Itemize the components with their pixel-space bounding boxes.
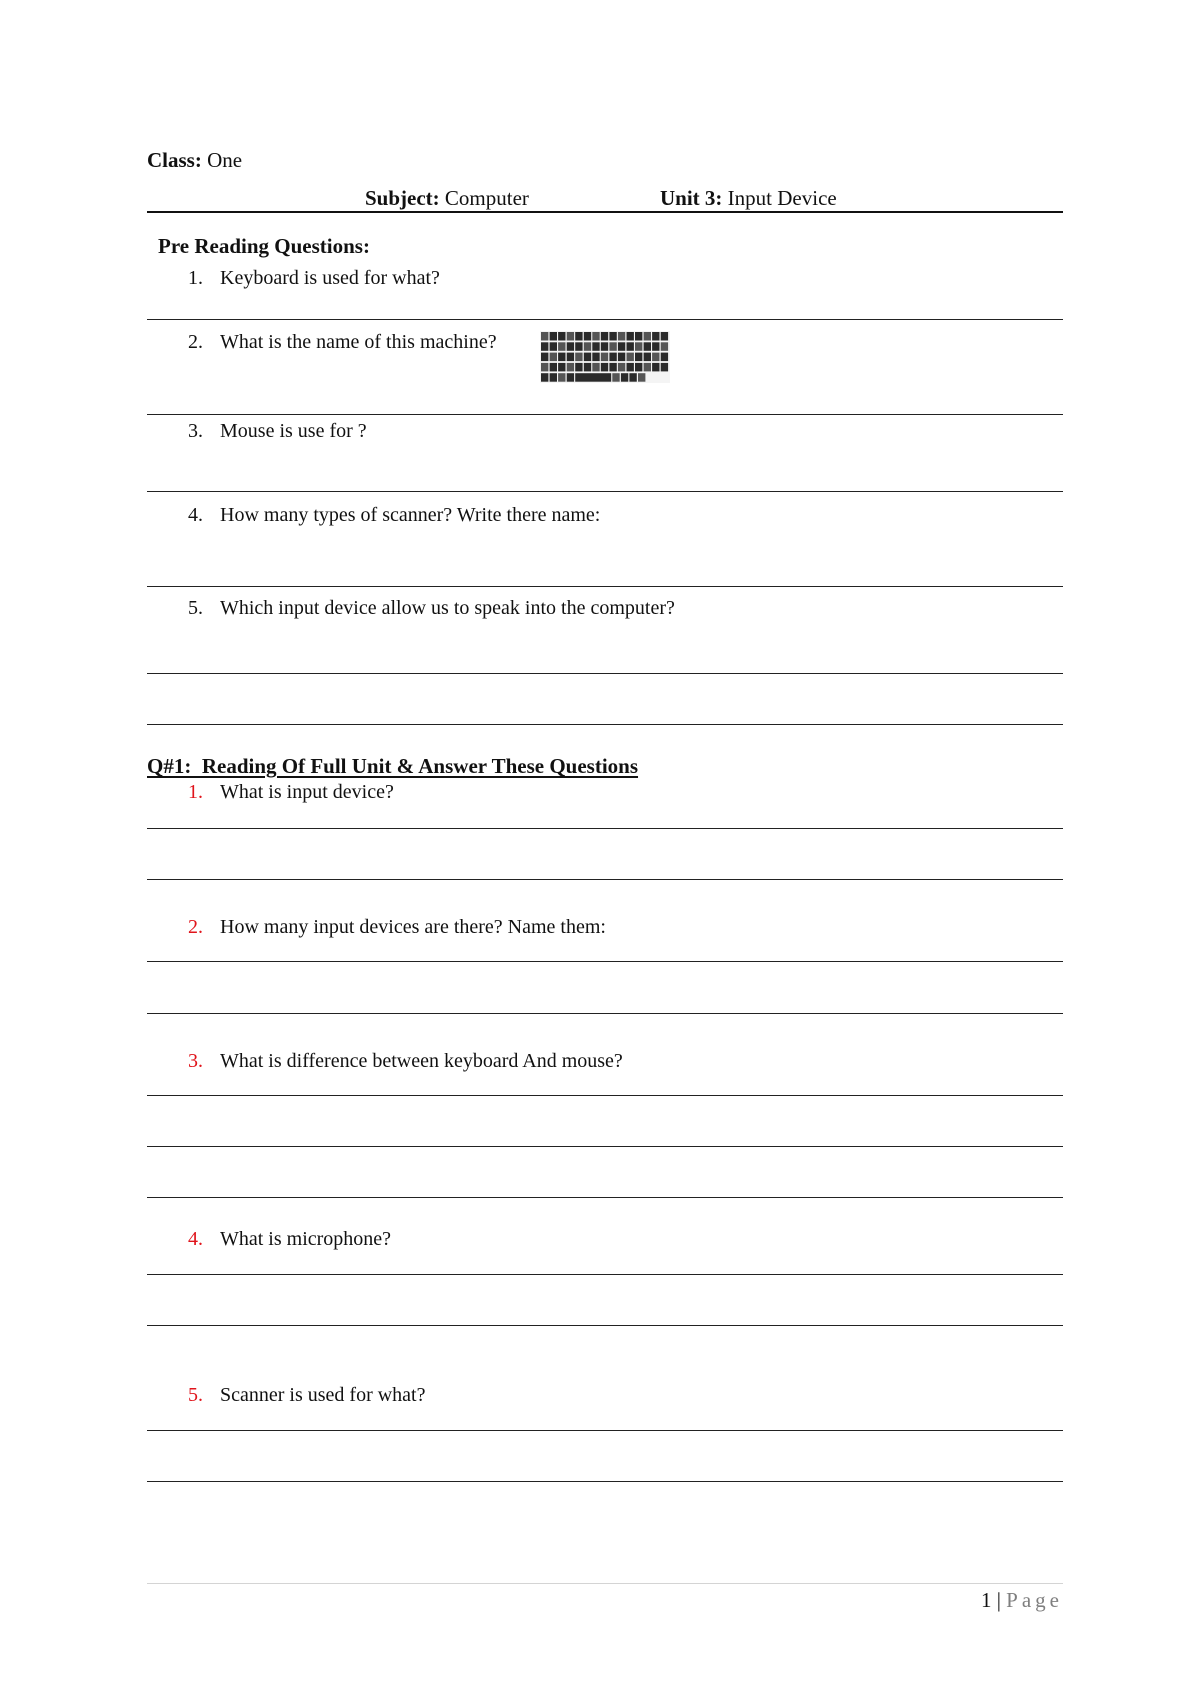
- question-number: 2.: [188, 916, 203, 938]
- answer-line: [147, 1274, 1063, 1275]
- class-label: Class:: [147, 148, 202, 172]
- question-number: 5.: [188, 597, 203, 619]
- question-text: How many types of scanner? Write there name:: [220, 504, 601, 526]
- answer-line: [147, 724, 1063, 725]
- question-number: 1.: [188, 267, 203, 289]
- question-number: 3.: [188, 420, 203, 442]
- subject-label: Subject:: [365, 186, 440, 210]
- answer-line: [147, 673, 1063, 674]
- reading-question-3: [167, 1051, 623, 1071]
- question-text: What is difference between keyboard And mouse?: [220, 1050, 623, 1072]
- answer-line: [147, 879, 1063, 880]
- reading-question-1: [167, 782, 394, 802]
- question-text: Which input device allow us to speak into the computer?: [220, 597, 675, 619]
- reading-question-4: [167, 1229, 391, 1249]
- pre-question-3: [167, 421, 367, 441]
- answer-line: [147, 1095, 1063, 1096]
- keyboard-icon: [540, 331, 670, 383]
- question-number: 4.: [188, 1228, 203, 1250]
- pre-question-4: [167, 505, 600, 525]
- footer-divider: [147, 1583, 1063, 1584]
- pre-question-1: [167, 268, 440, 288]
- question-number: 2.: [188, 331, 203, 353]
- footer-separator: |: [996, 1588, 1001, 1612]
- question-number: 1.: [188, 781, 203, 803]
- subject-line: [365, 188, 529, 209]
- pre-question-5: [167, 598, 675, 618]
- answer-line: [147, 1430, 1063, 1431]
- unit-label: Unit 3:: [660, 186, 723, 210]
- reading-question-5: [167, 1385, 426, 1405]
- question-text: What is the name of this machine?: [220, 331, 497, 353]
- reading-title: Q#1: Reading Of Full Unit & Answer These Questions: [147, 754, 639, 778]
- unit-line: [660, 188, 837, 209]
- answer-line: [147, 319, 1063, 320]
- answer-line: [147, 1146, 1063, 1147]
- answer-line: [147, 414, 1063, 415]
- question-text: Scanner is used for what?: [220, 1384, 426, 1406]
- header-divider: [147, 211, 1063, 213]
- question-text: What is input device?: [220, 781, 394, 803]
- page-label: Page: [1006, 1588, 1063, 1612]
- page-footer: [981, 1590, 1063, 1611]
- reading-question-2: [167, 917, 606, 937]
- class-value: One: [207, 148, 243, 172]
- pre-question-2: [167, 332, 497, 352]
- question-text: What is microphone?: [220, 1228, 392, 1250]
- question-number: 5.: [188, 1384, 203, 1406]
- answer-line: [147, 1325, 1063, 1326]
- answer-line: [147, 1013, 1063, 1014]
- pre-reading-title: Pre Reading Questions:: [158, 234, 370, 258]
- subject-value: Computer: [444, 186, 529, 210]
- answer-line: [147, 1197, 1063, 1198]
- unit-value: Input Device: [727, 186, 837, 210]
- answer-line: [147, 1481, 1063, 1482]
- question-text: How many input devices are there? Name them:: [220, 916, 606, 938]
- question-text: Keyboard is used for what?: [220, 267, 440, 289]
- class-line: [147, 150, 242, 171]
- question-number: 3.: [188, 1050, 203, 1072]
- page-number: 1: [980, 1588, 992, 1612]
- answer-line: [147, 828, 1063, 829]
- answer-line: [147, 491, 1063, 492]
- question-number: 4.: [188, 504, 203, 526]
- question-text: Mouse is use for ?: [220, 420, 367, 442]
- answer-line: [147, 586, 1063, 587]
- answer-line: [147, 961, 1063, 962]
